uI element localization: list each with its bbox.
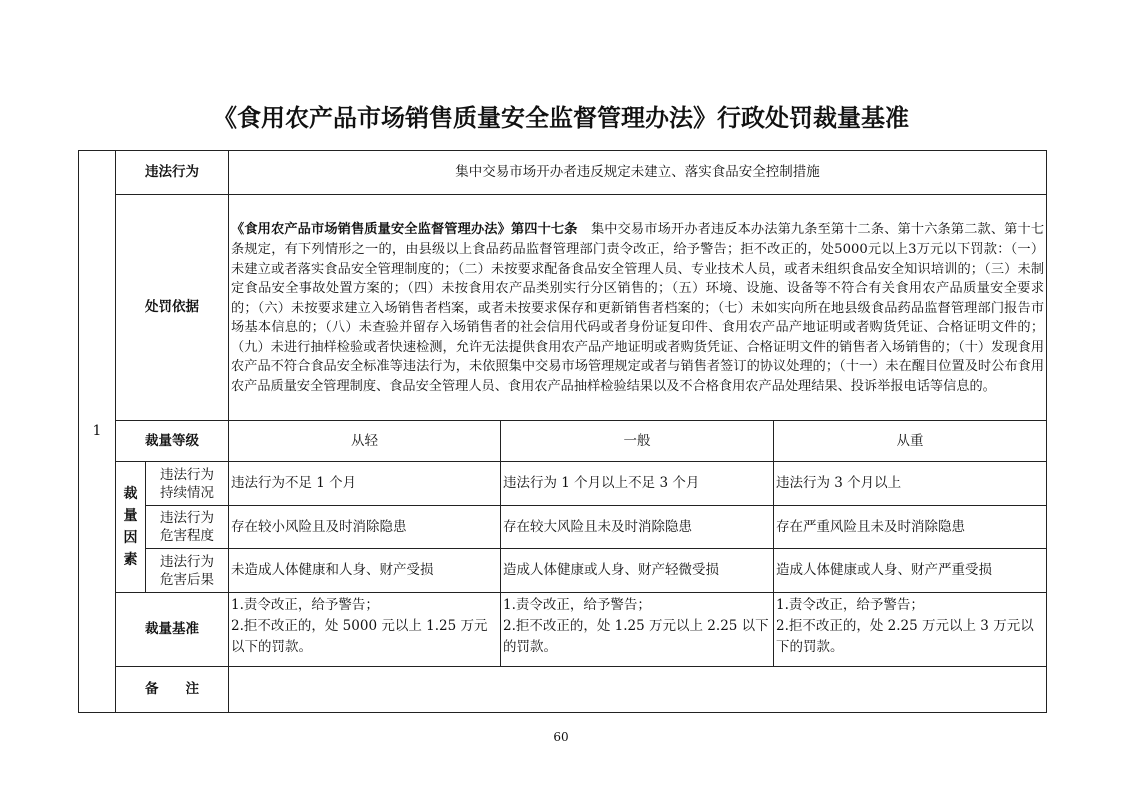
level-label: 裁量等级	[116, 421, 229, 462]
factor-row	[79, 462, 1047, 506]
factor-name-line: 持续情况	[160, 484, 214, 501]
factor-row	[79, 506, 1047, 549]
standard-line: 1.责令改正，给予警告；	[231, 597, 379, 613]
level-light: 从轻	[229, 421, 501, 462]
factor-heavy: 存在严重风险且未及时消除隐患	[774, 506, 1047, 549]
standard-row	[79, 593, 1047, 667]
standard-line: 2.拒不改正的，处 1.25 万元以上 2.25 以下的罚款。	[503, 618, 769, 655]
basis-body: 集中交易市场开办者违反本办法第九条至第十二条、第十六条第二款、第十七条规定，有下列情形之一的，由县级以上食品药品监督管理部门责令改正，给予警告；拒不改正的，处5000元以上3万元以下罚款：（一）未建立或者落实食品安全管理制度的；（二）未按要求配备食品安全管理人员、专业技术人员，或者未组织食品安全知识培训的；（三）未制定食品安全事故处置方案的；（四）未按食用农产品类别实行分区销售的；（五）环境、设施、设备等不符合有关食用农产品质量安全要求的；（六）未按要求建立入场销售者档案，或者未按要求保存和更新销售者档案的；（七）未如实向所在地县级食品药品监督管理部门报告市场基本信息的；（八）未查验并留存入场销售者的社会信用代码或者身份证复印件、食用农产品产地证明或者购货凭证、合格证明文件的；（九）未进行抽样检验或者快速检测，允许无法提供食用农产品产地证明或者购货凭证、合格证明文件的销售者入场销售的；（十）发现食用农产品不符合食品安全标准等违法行为，未依照集中交易市场管理规定或者与销售者签订的协议处理的；（十一）未在醒目位置及时公布食用农产品质量安全管理制度、食品安全管理人员、食用农产品抽样检验结果以及不合格食用农产品处理结果、投诉举报电话等信息的。	[231, 222, 1045, 395]
factor-label-char: 因	[123, 530, 138, 546]
remark-row	[79, 667, 1047, 713]
standard-line: 1.责令改正，给予警告；	[776, 597, 924, 613]
factor-light: 未造成人体健康和人身、财产受损	[229, 549, 501, 593]
factor-name-line: 违法行为	[160, 553, 214, 570]
basis-article: 《食用农产品市场销售质量安全监督管理办法》第四十七条	[231, 222, 578, 238]
factor-name-line: 危害程度	[160, 528, 214, 544]
standard-heavy	[774, 593, 1047, 667]
factor-label-char: 素	[123, 552, 138, 568]
remark-text	[229, 667, 1047, 713]
remark-label: 备 注	[116, 667, 229, 713]
level-normal: 一般	[501, 421, 774, 462]
factor-name	[146, 462, 229, 506]
factor-label	[116, 462, 146, 593]
violation-row	[79, 151, 1047, 195]
penalty-table	[78, 150, 1047, 713]
page-title: 《食用农产品市场销售质量安全监督管理办法》行政处罚裁量基准	[213, 103, 909, 132]
page-number: 60	[553, 730, 569, 744]
factor-label-char: 量	[123, 508, 138, 524]
factor-light: 存在较小风险且及时消除隐患	[229, 506, 501, 549]
basis-row	[79, 195, 1047, 421]
factor-normal: 违法行为 1 个月以上不足 3 个月	[501, 462, 774, 506]
factor-light: 违法行为不足 1 个月	[229, 462, 501, 506]
basis-label: 处罚依据	[116, 195, 229, 421]
violation-text: 集中交易市场开办者违反规定未建立、落实食品安全控制措施	[229, 151, 1047, 195]
basis-text	[229, 195, 1047, 421]
level-row	[79, 421, 1047, 462]
standard-label: 裁量基准	[116, 593, 229, 667]
item-number: 1	[79, 151, 116, 713]
standard-line: 2.拒不改正的，处 5000 元以上 1.25 万元以下的罚款。	[231, 618, 488, 655]
factor-normal: 存在较大风险且未及时消除隐患	[501, 506, 774, 549]
factor-row	[79, 549, 1047, 593]
violation-label: 违法行为	[116, 151, 229, 195]
standard-light	[229, 593, 501, 667]
standard-line: 1.责令改正，给予警告；	[503, 597, 651, 613]
standard-normal	[501, 593, 774, 667]
factor-name	[146, 549, 229, 593]
factor-name-line: 危害后果	[160, 571, 214, 588]
factor-normal: 造成人体健康或人身、财产轻微受损	[501, 549, 774, 593]
level-heavy: 从重	[774, 421, 1047, 462]
standard-line: 2.拒不改正的，处 2.25 万元以上 3 万元以下的罚款。	[776, 618, 1034, 655]
factor-name	[146, 506, 229, 549]
factor-name-line: 违法行为	[160, 466, 214, 483]
factor-label-char: 裁	[123, 486, 138, 502]
factor-name-line: 违法行为	[160, 510, 214, 526]
factor-heavy: 造成人体健康或人身、财产严重受损	[774, 549, 1047, 593]
factor-heavy: 违法行为 3 个月以上	[774, 462, 1047, 506]
